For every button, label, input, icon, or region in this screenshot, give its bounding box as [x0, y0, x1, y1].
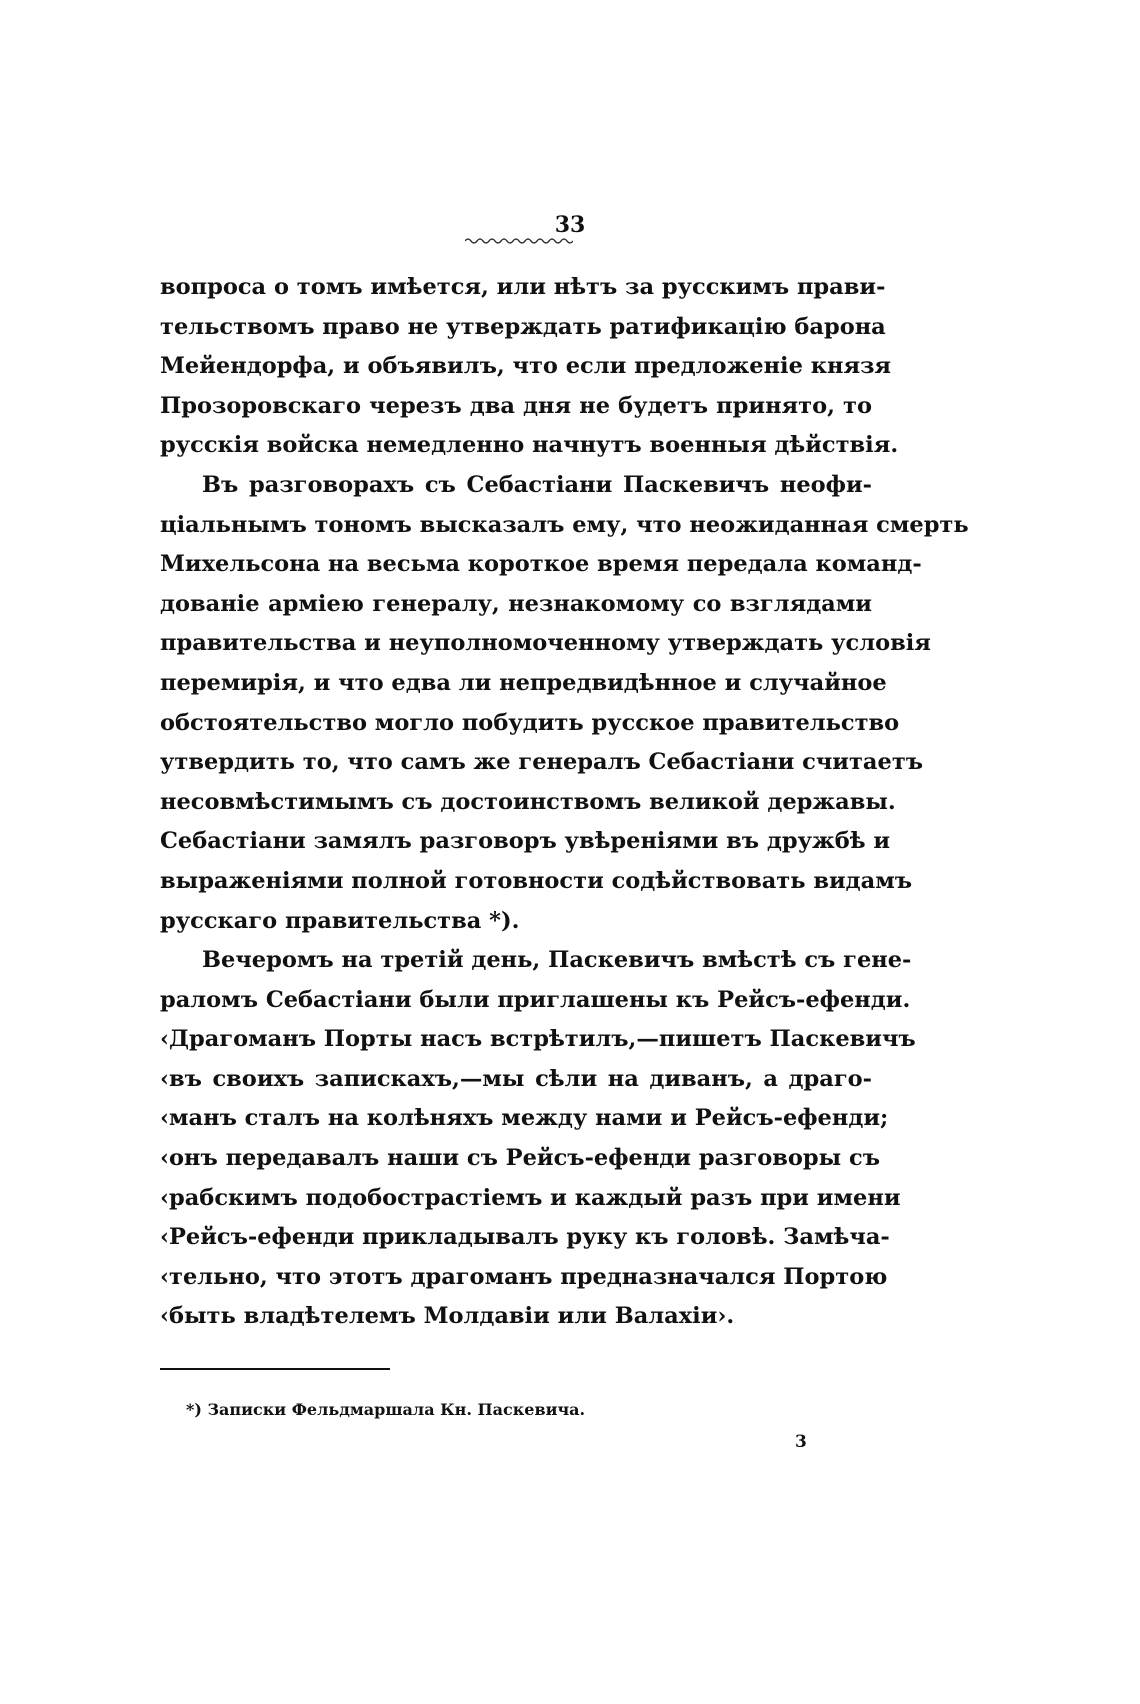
- page-number-ornament: [465, 236, 573, 246]
- text-line: утвердить то, что самъ же генералъ Себастіани считаетъ: [160, 749, 924, 776]
- text-line: несовмѣстимымъ съ достоинствомъ великой державы.: [160, 788, 896, 815]
- paragraph-2: [160, 466, 969, 941]
- text-line: Михельсона на весьма короткое время передала команд-: [160, 551, 922, 578]
- body-text: [160, 268, 969, 1337]
- text-line: ‹манъ сталъ на колѣняхъ между нами и Рейсъ-ефенди;: [160, 1105, 889, 1132]
- text-line: Прозоровскаго черезъ два дня не будетъ принято, то: [160, 392, 872, 419]
- text-line: ‹онъ передавалъ наши съ Рейсъ-ефенди разговоры съ: [160, 1145, 880, 1172]
- signature-mark: 3: [795, 1432, 807, 1452]
- footnote: *) Записки Фельдмаршала Кн. Паскевича.: [186, 1400, 586, 1419]
- text-line: Мейендорфа, и объявилъ, что если предложеніе князя: [160, 353, 892, 380]
- text-line: дованіе арміею генералу, незнакомому со взглядами: [160, 590, 872, 617]
- text-line: Въ разговорахъ съ Себастіани Паскевичъ неофи-: [202, 471, 872, 498]
- text-line: перемирія, и что едва ли непредвидѣнное и случайное: [160, 669, 887, 696]
- text-line: Вечеромъ на третій день, Паскевичъ вмѣстѣ съ гене-: [202, 947, 912, 974]
- text-line: Себастіани замялъ разговоръ увѣреніями въ дружбѣ и: [160, 828, 891, 855]
- text-line: обстоятельство могло побудить русское правительство: [160, 709, 900, 736]
- text-line: ‹въ своихъ запискахъ,—мы сѣли на диванъ, а драго-: [160, 1065, 872, 1092]
- text-line: русскаго правительства *).: [160, 907, 520, 934]
- text-line: выраженіями полной готовности содѣйствовать видамъ: [160, 867, 913, 894]
- paragraph-3: [160, 941, 916, 1337]
- text-line: тельствомъ право не утверждать ратификацію барона: [160, 313, 886, 340]
- text-line: ціальнымъ тономъ высказалъ ему, что неожиданная смерть: [160, 511, 969, 538]
- text-line: раломъ Себастіани были приглашены къ Рейсъ-ефенди.: [160, 986, 911, 1013]
- text-line: русскія войска немедленно начнутъ военныя дѣйствія.: [160, 432, 899, 459]
- page-number: 33: [554, 212, 586, 238]
- text-line: ‹быть владѣтелемъ Молдавіи или Валахіи›.: [160, 1303, 735, 1330]
- text-line: ‹Рейсъ-ефенди прикладывалъ руку къ головѣ. Замѣча-: [160, 1224, 890, 1251]
- text-line: ‹Драгоманъ Порты насъ встрѣтилъ,—пишетъ Паскевичъ: [160, 1026, 916, 1053]
- text-line: вопроса о томъ имѣется, или нѣтъ за русскимъ прави-: [160, 274, 886, 300]
- footnote-divider: [160, 1368, 390, 1370]
- text-line: ‹рабскимъ подобострастіемъ и каждый разъ при имени: [160, 1184, 901, 1211]
- text-line: правительства и неуполномоченному утверждать условія: [160, 630, 931, 657]
- text-line: ‹тельно, что этотъ драгоманъ предназначался Портою: [160, 1263, 888, 1290]
- paragraph-1: [160, 268, 899, 466]
